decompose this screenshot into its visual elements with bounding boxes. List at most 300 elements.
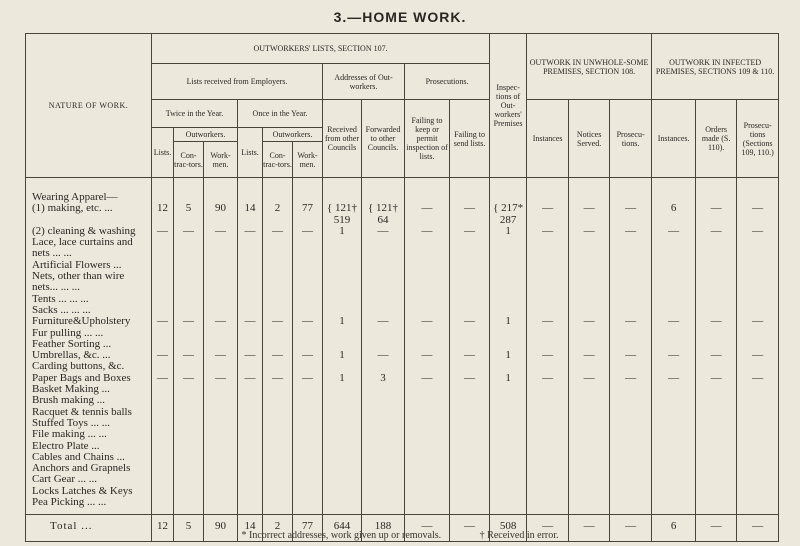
value-cell	[293, 429, 323, 440]
value-cell	[263, 339, 293, 350]
value-cell	[527, 339, 569, 350]
value-cell: —	[652, 350, 696, 361]
value-cell: —	[737, 226, 779, 237]
value-cell	[696, 260, 737, 271]
value-cell: —	[610, 226, 652, 237]
prosecutions-infected-header: Prosecu-tions (Sections 109, 110.)	[737, 100, 779, 178]
value-cell	[490, 305, 527, 316]
value-cell	[527, 328, 569, 339]
value-cell	[204, 395, 238, 406]
value-cell	[174, 452, 204, 463]
table-row	[26, 237, 779, 248]
value-cell	[490, 474, 527, 485]
value-cell	[652, 497, 696, 515]
value-cell	[238, 328, 263, 339]
value-cell	[152, 339, 174, 350]
value-cell	[204, 418, 238, 429]
value-cell	[610, 497, 652, 515]
value-cell	[450, 260, 490, 271]
value-cell: —	[569, 350, 610, 361]
value-cell	[152, 486, 174, 497]
value-cell	[174, 237, 204, 248]
value-cell	[405, 271, 450, 282]
nature-cell: Stuffed Toys ... ...	[26, 418, 152, 429]
nature-cell: Lace, lace curtains and	[26, 237, 152, 248]
value-cell	[696, 328, 737, 339]
workmen-once-header: Work-men.	[293, 142, 323, 178]
table-row	[26, 486, 779, 497]
value-cell	[610, 237, 652, 248]
value-cell	[174, 486, 204, 497]
value-cell	[527, 497, 569, 515]
value-cell	[293, 237, 323, 248]
value-cell	[527, 452, 569, 463]
value-cell: —	[174, 226, 204, 237]
value-cell	[293, 474, 323, 485]
value-cell	[450, 305, 490, 316]
value-cell	[263, 271, 293, 282]
value-cell	[238, 497, 263, 515]
value-cell	[569, 474, 610, 485]
value-cell	[323, 178, 362, 204]
nature-cell: Anchors and Grapnels	[26, 463, 152, 474]
value-cell	[204, 429, 238, 440]
value-cell: —	[696, 203, 737, 226]
value-cell	[323, 418, 362, 429]
value-cell	[652, 441, 696, 452]
value-cell	[238, 178, 263, 204]
value-cell	[737, 407, 779, 418]
nature-cell: Artificial Flowers ...	[26, 260, 152, 271]
value-cell: —	[527, 373, 569, 384]
value-cell: —	[362, 226, 405, 237]
value-cell	[293, 395, 323, 406]
value-line: 287	[499, 213, 517, 226]
value-cell: —	[204, 316, 238, 327]
value-cell	[362, 418, 405, 429]
value-cell	[263, 237, 293, 248]
value-cell	[696, 361, 737, 372]
total-cell: 188	[362, 515, 405, 541]
value-cell	[405, 339, 450, 350]
value-cell	[696, 282, 737, 293]
value-cell	[323, 339, 362, 350]
value-cell	[652, 328, 696, 339]
value-cell	[490, 441, 527, 452]
value-cell	[293, 361, 323, 372]
value-cell	[569, 178, 610, 204]
value-cell	[362, 339, 405, 350]
value-cell	[652, 260, 696, 271]
value-cell: —	[293, 226, 323, 237]
value-cell	[263, 395, 293, 406]
value-cell	[405, 237, 450, 248]
table-row	[26, 294, 779, 305]
value-cell: —	[362, 350, 405, 361]
value-cell	[152, 497, 174, 515]
value-cell	[362, 395, 405, 406]
value-cell	[293, 282, 323, 293]
nature-cell: Carding buttons, &c.	[26, 361, 152, 372]
value-cell	[238, 271, 263, 282]
table-body	[26, 178, 779, 542]
table-row	[26, 407, 779, 418]
value-cell: —	[527, 350, 569, 361]
table-row	[26, 395, 779, 406]
value-cell	[174, 305, 204, 316]
value-cell	[737, 486, 779, 497]
value-cell: —	[263, 226, 293, 237]
value-cell: —	[293, 316, 323, 327]
unwholesome-header: OUTWORK IN UNWHOLE-SOME PREMISES, SECTION 108.	[527, 34, 652, 100]
value-cell	[362, 203, 405, 226]
value-cell	[450, 407, 490, 418]
value-cell: 6	[652, 203, 696, 226]
nature-cell: File making ... ...	[26, 429, 152, 440]
value-cell	[323, 203, 362, 226]
value-cell	[490, 328, 527, 339]
value-cell	[323, 497, 362, 515]
total-cell: 14	[238, 515, 263, 541]
value-cell	[569, 497, 610, 515]
value-cell	[652, 305, 696, 316]
table-row	[26, 316, 779, 327]
value-cell	[405, 452, 450, 463]
value-cell	[652, 452, 696, 463]
instances-header: Instances	[527, 100, 569, 178]
value-cell	[174, 339, 204, 350]
total-cell: —	[737, 515, 779, 541]
value-cell	[737, 248, 779, 259]
nature-cell: Pea Picking ... ...	[26, 497, 152, 515]
value-cell	[737, 328, 779, 339]
value-cell: —	[263, 373, 293, 384]
value-cell	[652, 395, 696, 406]
value-cell: —	[696, 226, 737, 237]
value-cell	[737, 452, 779, 463]
addresses-header: Addresses of Out-workers.	[323, 64, 405, 100]
infected-header: OUTWORK IN INFECTED PREMISES, SECTIONS 109 & 110.	[652, 34, 779, 100]
total-cell: —	[569, 515, 610, 541]
value-cell	[204, 328, 238, 339]
value-cell	[293, 260, 323, 271]
value-cell	[652, 294, 696, 305]
value-cell	[238, 474, 263, 485]
value-cell	[569, 237, 610, 248]
value-cell	[569, 339, 610, 350]
value-cell	[293, 178, 323, 204]
nature-cell: (1) making, etc. ...	[26, 203, 152, 226]
value-cell	[450, 339, 490, 350]
value-cell	[737, 361, 779, 372]
value-cell	[238, 294, 263, 305]
nature-cell: Basket Making ...	[26, 384, 152, 395]
value-cell	[152, 237, 174, 248]
value-cell	[569, 384, 610, 395]
value-cell	[204, 463, 238, 474]
value-cell	[263, 486, 293, 497]
value-cell	[490, 178, 527, 204]
value-cell	[263, 418, 293, 429]
value-cell	[652, 282, 696, 293]
value-cell	[405, 260, 450, 271]
value-cell	[527, 384, 569, 395]
value-cell	[696, 237, 737, 248]
value-cell	[450, 237, 490, 248]
value-cell	[405, 429, 450, 440]
value-cell	[569, 328, 610, 339]
value-cell	[737, 260, 779, 271]
total-cell: 90	[204, 515, 238, 541]
total-cell: 508	[490, 515, 527, 541]
value-cell	[323, 441, 362, 452]
value-cell	[696, 248, 737, 259]
value-cell: —	[696, 350, 737, 361]
value-cell	[450, 361, 490, 372]
total-cell: 2	[263, 515, 293, 541]
value-cell: 90	[204, 203, 238, 226]
value-cell	[696, 271, 737, 282]
total-cell: 6	[652, 515, 696, 541]
value-cell	[569, 294, 610, 305]
value-cell	[652, 384, 696, 395]
value-cell	[490, 294, 527, 305]
table-row	[26, 474, 779, 485]
value-cell	[490, 271, 527, 282]
value-cell: —	[569, 226, 610, 237]
value-cell	[362, 452, 405, 463]
value-line: { 217*	[493, 203, 524, 215]
table-row	[26, 497, 779, 515]
value-cell	[569, 395, 610, 406]
value-cell	[405, 361, 450, 372]
value-cell	[652, 418, 696, 429]
value-cell: —	[263, 316, 293, 327]
value-cell	[152, 407, 174, 418]
value-cell	[204, 248, 238, 259]
value-cell	[527, 441, 569, 452]
value-cell: —	[569, 373, 610, 384]
value-cell	[450, 497, 490, 515]
value-cell	[362, 384, 405, 395]
value-cell: 12	[152, 203, 174, 226]
table-row	[26, 260, 779, 271]
value-cell: —	[610, 316, 652, 327]
value-cell	[293, 418, 323, 429]
value-cell	[610, 486, 652, 497]
value-cell	[450, 282, 490, 293]
value-cell	[238, 237, 263, 248]
value-cell	[362, 497, 405, 515]
value-cell	[323, 328, 362, 339]
table-row	[26, 282, 779, 293]
value-cell	[490, 463, 527, 474]
value-cell: —	[527, 226, 569, 237]
value-cell	[174, 271, 204, 282]
table-row	[26, 203, 779, 226]
value-cell	[362, 361, 405, 372]
value-cell: —	[652, 316, 696, 327]
value-cell	[490, 361, 527, 372]
value-cell	[323, 452, 362, 463]
value-cell	[490, 395, 527, 406]
value-cell	[238, 486, 263, 497]
value-cell	[152, 328, 174, 339]
value-cell	[263, 384, 293, 395]
value-cell	[293, 339, 323, 350]
value-cell	[362, 441, 405, 452]
failing-keep-header: Failing to keep or permit inspection of lists.	[405, 100, 450, 178]
value-cell	[450, 384, 490, 395]
value-cell	[238, 441, 263, 452]
value-cell	[238, 305, 263, 316]
value-cell	[174, 395, 204, 406]
value-cell	[490, 237, 527, 248]
value-cell	[652, 361, 696, 372]
value-cell	[152, 429, 174, 440]
value-cell: 1	[490, 316, 527, 327]
value-cell	[737, 384, 779, 395]
total-cell: —	[696, 515, 737, 541]
failing-send-header: Failing to send lists.	[450, 100, 490, 178]
value-cell	[696, 497, 737, 515]
value-cell	[238, 361, 263, 372]
value-cell	[323, 237, 362, 248]
value-cell	[652, 463, 696, 474]
value-cell	[696, 452, 737, 463]
value-cell	[362, 248, 405, 259]
value-cell	[152, 260, 174, 271]
value-cell	[263, 328, 293, 339]
value-cell: —	[696, 316, 737, 327]
value-cell	[527, 395, 569, 406]
home-work-table	[25, 33, 779, 542]
value-cell: —	[405, 203, 450, 226]
value-cell: —	[293, 350, 323, 361]
contractors-once-header: Con-trac-tors.	[263, 142, 293, 178]
value-cell	[569, 407, 610, 418]
value-cell	[652, 248, 696, 259]
value-cell	[152, 441, 174, 452]
value-cell: —	[450, 316, 490, 327]
nature-cell: Furniture&Upholstery	[26, 316, 152, 327]
value-cell: —	[610, 373, 652, 384]
value-cell	[569, 271, 610, 282]
value-cell	[323, 486, 362, 497]
value-cell	[450, 441, 490, 452]
value-cell	[610, 441, 652, 452]
value-cell	[323, 463, 362, 474]
value-cell	[405, 248, 450, 259]
value-cell	[362, 294, 405, 305]
value-cell	[174, 429, 204, 440]
value-cell	[652, 178, 696, 204]
workmen-twice-header: Work-men.	[204, 142, 238, 178]
value-cell	[737, 429, 779, 440]
value-cell	[737, 474, 779, 485]
prosecutions-108-header: Prosecu-tions.	[610, 100, 652, 178]
value-cell	[569, 452, 610, 463]
value-cell: —	[610, 203, 652, 226]
value-cell	[405, 407, 450, 418]
nature-cell: Racquet & tennis balls	[26, 407, 152, 418]
value-cell	[263, 429, 293, 440]
value-cell	[490, 260, 527, 271]
value-cell	[696, 178, 737, 204]
value-cell	[152, 395, 174, 406]
nature-cell: Nets, other than wire	[26, 271, 152, 282]
value-cell	[405, 328, 450, 339]
value-cell: —	[152, 226, 174, 237]
value-cell	[696, 384, 737, 395]
value-cell	[696, 395, 737, 406]
value-cell	[293, 407, 323, 418]
outworkers-twice-header: Outworkers.	[174, 128, 238, 142]
value-cell	[204, 271, 238, 282]
value-cell	[362, 282, 405, 293]
received-from-header: Received from other Councils	[323, 100, 362, 178]
value-cell	[293, 305, 323, 316]
value-cell	[527, 271, 569, 282]
value-cell	[737, 418, 779, 429]
value-cell	[569, 463, 610, 474]
value-cell	[152, 178, 174, 204]
value-cell	[362, 407, 405, 418]
value-cell	[527, 361, 569, 372]
value-cell	[238, 339, 263, 350]
value-cell: —	[405, 226, 450, 237]
value-cell	[204, 260, 238, 271]
nature-cell: (2) cleaning & washing	[26, 226, 152, 237]
value-cell	[362, 486, 405, 497]
value-cell	[362, 328, 405, 339]
table-row	[26, 305, 779, 316]
value-cell	[323, 474, 362, 485]
forwarded-header: Forwarded to other Councils.	[362, 100, 405, 178]
value-cell	[450, 474, 490, 485]
value-cell	[263, 178, 293, 204]
value-cell: —	[405, 316, 450, 327]
value-cell	[323, 407, 362, 418]
value-cell	[204, 441, 238, 452]
value-cell: —	[737, 203, 779, 226]
value-cell: —	[737, 350, 779, 361]
value-cell	[569, 248, 610, 259]
value-cell	[174, 463, 204, 474]
nature-header: NATURE OF WORK.	[26, 34, 152, 178]
value-cell	[652, 339, 696, 350]
total-cell: —	[610, 515, 652, 541]
value-cell: —	[450, 226, 490, 237]
value-cell	[323, 361, 362, 372]
value-cell	[323, 384, 362, 395]
value-cell	[362, 237, 405, 248]
value-cell	[174, 294, 204, 305]
value-cell	[610, 418, 652, 429]
value-cell	[737, 178, 779, 204]
value-cell	[610, 395, 652, 406]
value-cell	[527, 237, 569, 248]
value-cell	[490, 282, 527, 293]
value-cell	[490, 407, 527, 418]
value-cell	[652, 407, 696, 418]
value-cell	[569, 418, 610, 429]
value-cell	[450, 452, 490, 463]
value-cell	[204, 237, 238, 248]
footnote-incorrect: * Incorrect addresses, work given up or removals.	[241, 530, 442, 541]
table-row	[26, 452, 779, 463]
value-cell	[174, 361, 204, 372]
